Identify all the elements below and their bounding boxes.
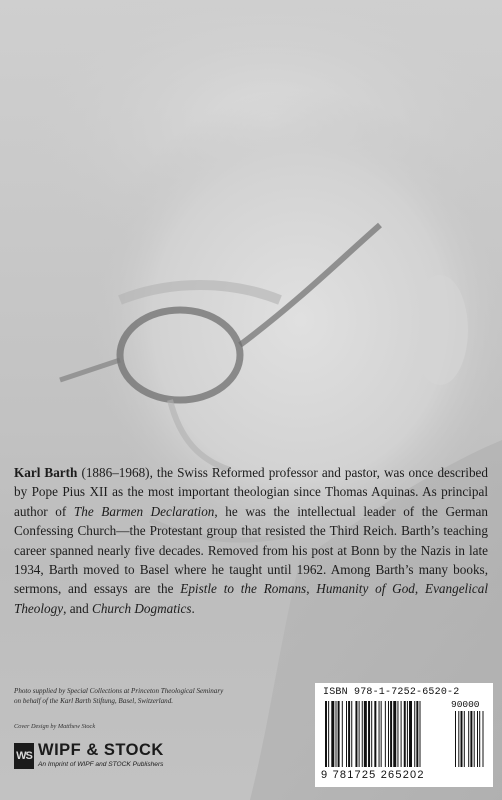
bio-text: , [306, 581, 317, 597]
bio-text: . [191, 600, 195, 616]
cover-design-credit: Cover Design by Matthew Stock [14, 723, 96, 730]
book-title: Evangelical Theology [14, 581, 488, 616]
publisher-logo-icon: WS [14, 743, 34, 769]
bio-text: (1886–1968), the Swiss Reformed professor and pastor, was once described by Pope Pius XII as the most important theologian since Thomas Aquinas. As principal author of [14, 465, 488, 519]
publisher-imprint: An Imprint of WIPF and STOCK Publishers [38, 761, 164, 768]
book-title: Church Dogmatics [92, 600, 192, 616]
bio-text: , and [63, 600, 93, 616]
book-title: Humanity of God [316, 581, 415, 597]
isbn-barcode [315, 683, 493, 787]
photo-credit-line: on behalf of the Karl Barth Stiftung, Basel, Switzerland. [14, 697, 174, 705]
book-title: Epistle to the Romans [180, 581, 307, 597]
isbn-number: ISBN 978-1-7252-6520-2 [323, 687, 460, 698]
barcode-digits: 9 781725 265202 [321, 769, 425, 781]
price-code: 90000 [451, 699, 480, 710]
photo-credit [14, 686, 284, 706]
bio-text: , he was the intellectual leader of the German Confessing Church—the Protestant group that resisted the Third Reich. Barth’s teaching career spanned nearly five decades. Removed from his post at Bonn by the Nazis in late 1934, Barth moved to Basel where he taught until 1962. Among Barth’s many books, sermons, and essays are the [14, 503, 488, 597]
barcode-bars [323, 701, 489, 769]
bio-text: , [414, 581, 426, 597]
author-biography [14, 463, 488, 618]
photo-credit-line: Photo supplied by Special Collections at Princeton Theological Seminary [14, 687, 224, 695]
author-name: Karl Barth [14, 465, 78, 480]
book-title: The Barmen Declaration [73, 503, 215, 519]
publisher-name: WIPF & STOCK [38, 741, 164, 759]
publisher-block [14, 741, 244, 775]
